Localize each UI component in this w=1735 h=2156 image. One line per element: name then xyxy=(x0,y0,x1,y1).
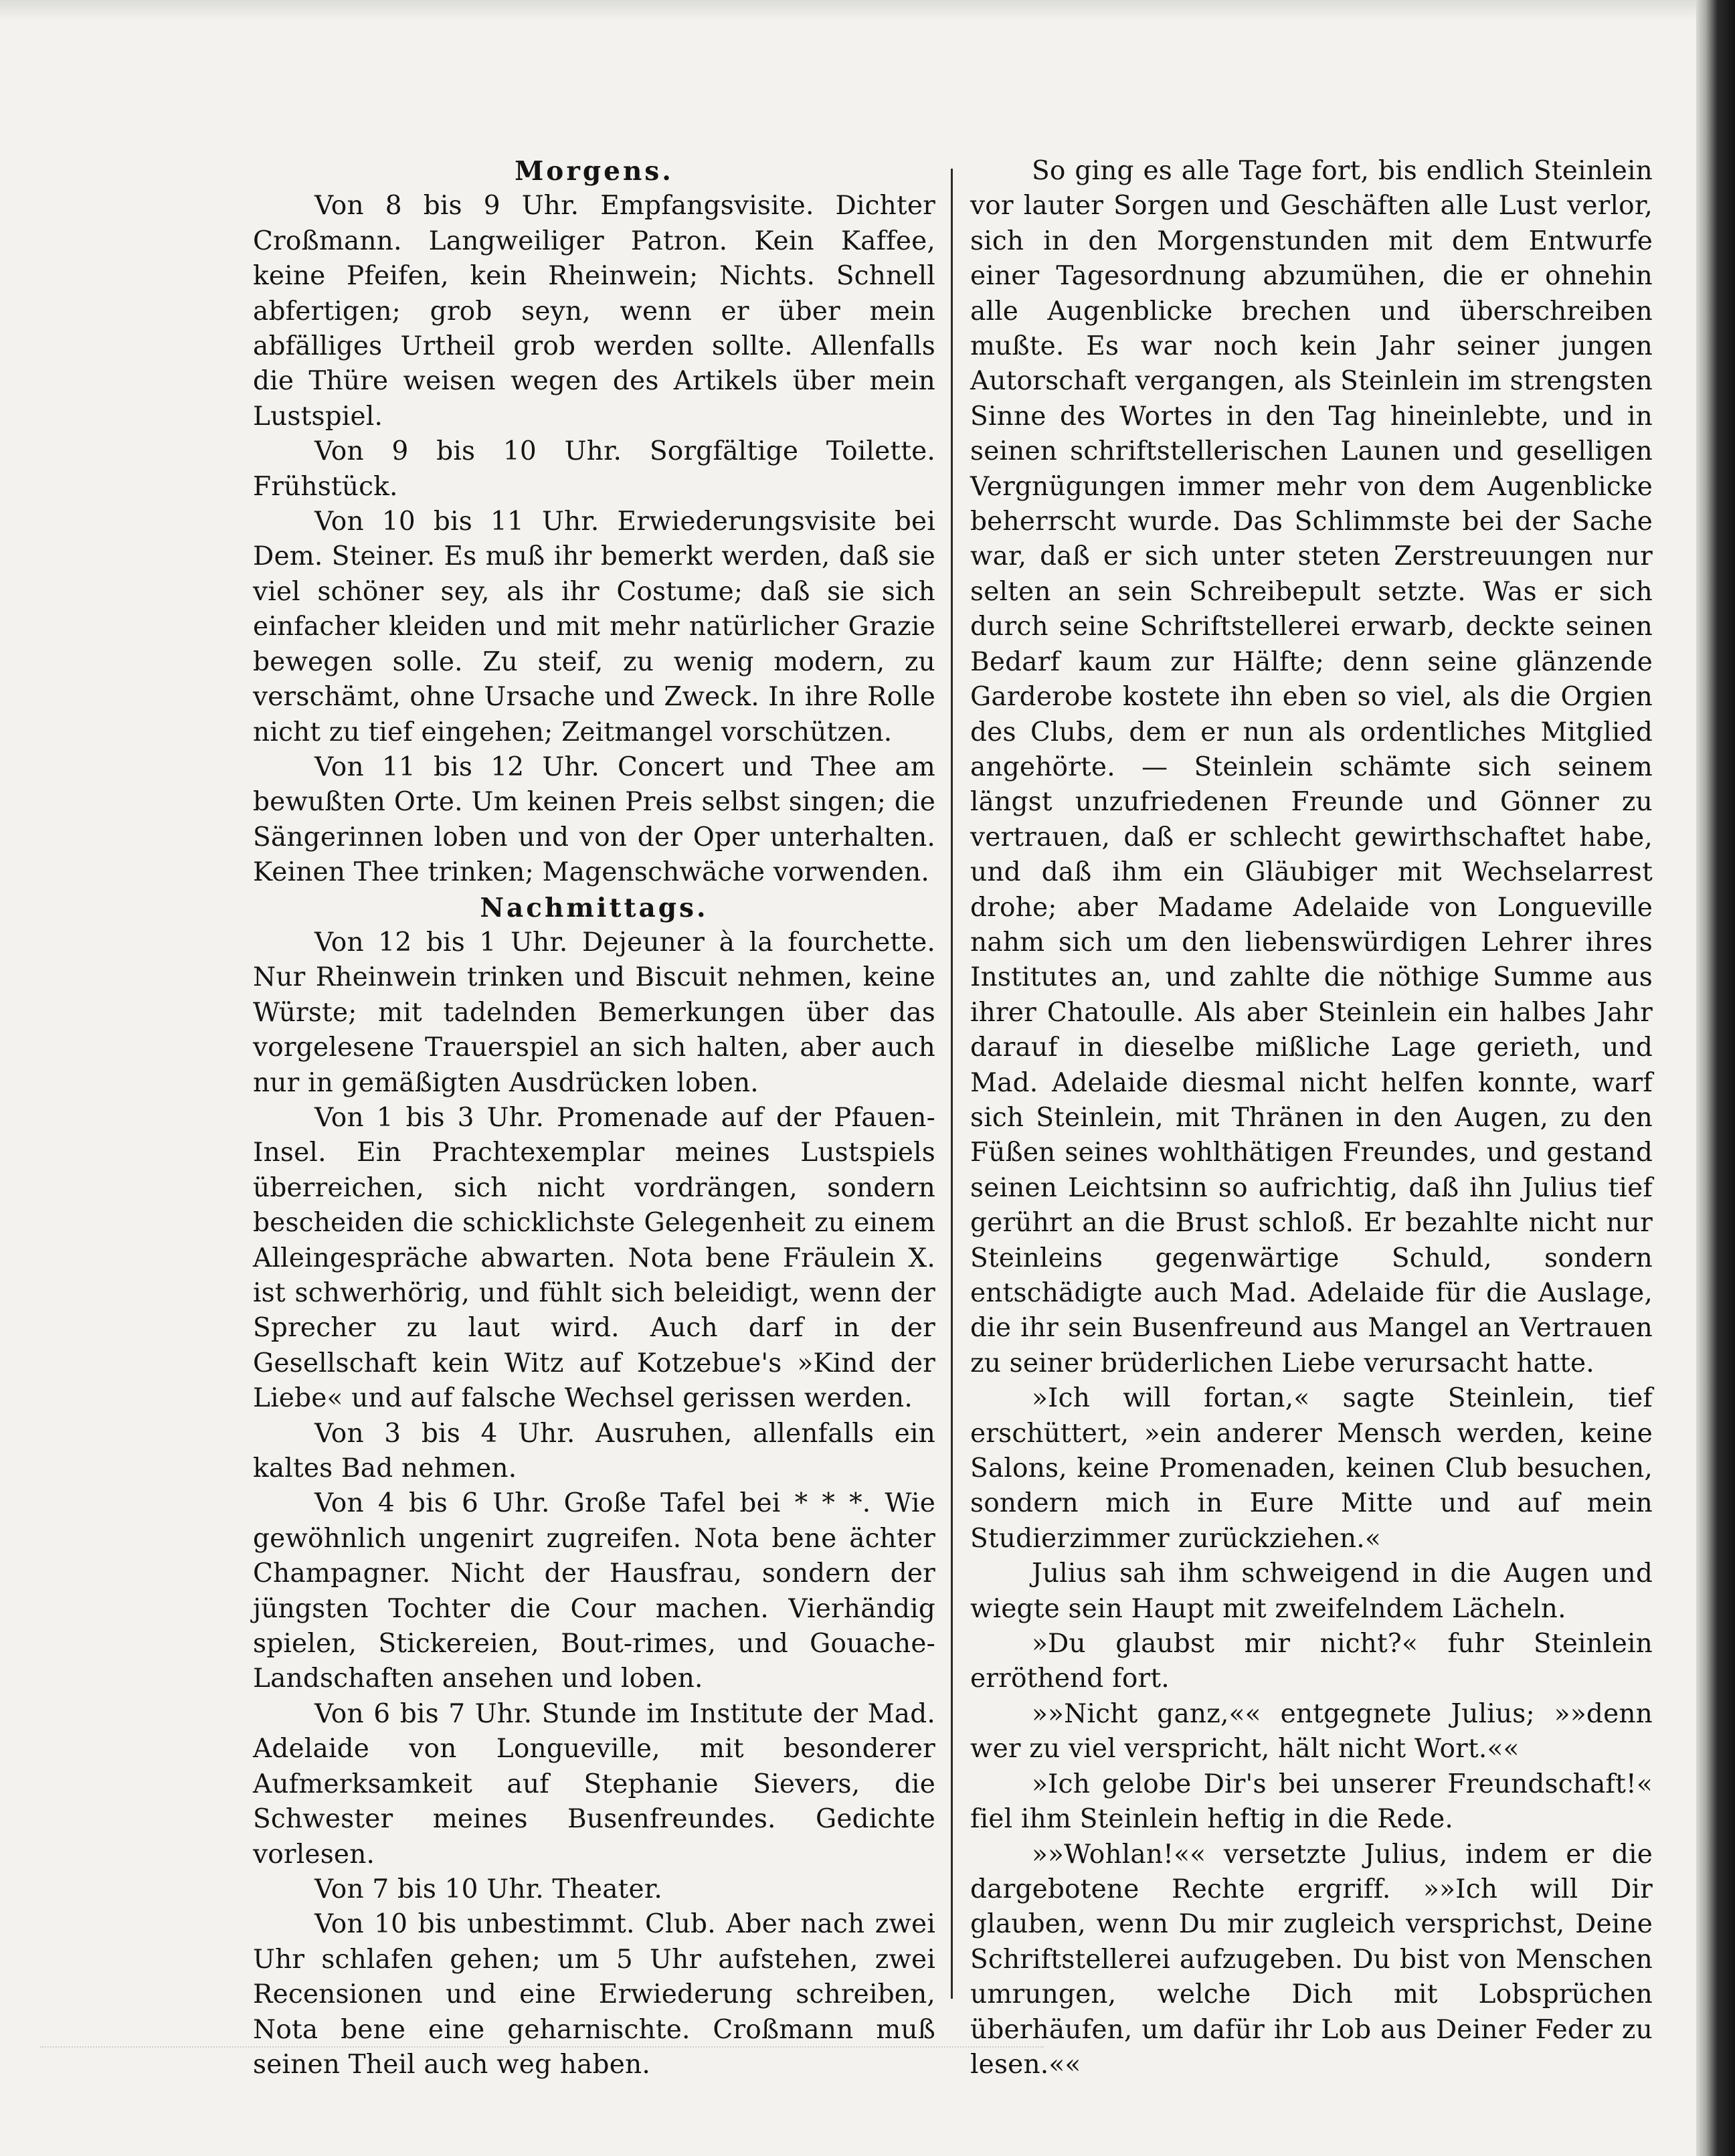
page-top-edge xyxy=(0,0,1696,20)
paragraph: Von 3 bis 4 Uhr. Ausruhen, allenfalls ein kaltes Bad nehmen. xyxy=(253,1418,935,1484)
paragraph: »Ich will fortan,« sagte Steinlein, tief erschüttert, »ein anderer Mensch werden, keine Salons, keine Promenaden, keinen Club besuchen, sondern mich in Eure Mitte und auf mein Studierzimmer zurückziehen.« xyxy=(970,1383,1653,1554)
column-divider xyxy=(951,169,953,1999)
paragraph: Julius sah ihm schweigend in die Augen und wiegte sein Haupt mit zweifelndem Lächeln. xyxy=(970,1558,1653,1624)
paragraph: Von 9 bis 10 Uhr. Sorgfältige Toilette. Frühstück. xyxy=(253,436,935,502)
paragraph: Von 11 bis 12 Uhr. Concert und Thee am bewußten Orte. Um keinen Preis selbst singen; die Sängerinnen loben und von der Oper unterhalten. Keinen Thee trinken; Magenschwäche vorwenden. xyxy=(253,751,935,888)
paragraph: »Du glaubst mir nicht?« fuhr Steinlein erröthend fort. xyxy=(970,1629,1653,1694)
paragraph: »»Nicht ganz,«« entgegnete Julius; »»denn wer zu viel verspricht, hält nicht Wort.«« xyxy=(970,1698,1653,1765)
paragraph: Von 4 bis 6 Uhr. Große Tafel bei * * *. Wie gewöhnlich ungenirt zugreifen. Nota bene ächter Champagner. Nicht der Hausfrau, sondern der jüngsten Tochter die Cour machen. Vierhändig spielen, Stickereien, Bout-rimes, und Gouache-Landschaften ansehen und loben. xyxy=(253,1488,935,1694)
heading-morning: Morgens. xyxy=(515,156,674,187)
paragraph: Von 7 bis 10 Uhr. Theater. xyxy=(314,1874,662,1904)
paragraph: Von 6 bis 7 Uhr. Stunde im Institute der Mad. Adelaide von Longueville, mit besonderer Aufmerksamkeit auf Stephanie Sievers, die Schwester meines Busenfreundes. Gedichte vorlesen. xyxy=(253,1698,935,1870)
paragraph: Von 10 bis unbestimmt. Club. Aber nach zwei Uhr schlafen gehen; um 5 Uhr aufstehen, zwei Recensionen und eine Erwiederung schreiben, Nota bene eine geharnischte. Croßmann muß seinen Theil auch weg haben. xyxy=(253,1909,935,2080)
paragraph: Von 10 bis 11 Uhr. Erwiederungsvisite bei Dem. Steiner. Es muß ihr bemerkt werden, daß sie viel schöner sey, als ihr Costume; daß sie sich einfacher kleiden und mit mehr natürlicher Grazie bewegen solle. Zu steif, zu wenig modern, zu verschämt, ohne Ursache und Zweck. In ihre Rolle nicht zu tief eingehen; Zeitmangel vorschützen. xyxy=(253,507,935,747)
paragraph: »Ich gelobe Dir's bei unserer Freundschaft!« fiel ihm Steinlein heftig in die Rede. xyxy=(970,1769,1653,1835)
left-column xyxy=(253,154,935,2082)
paragraph: So ging es alle Tage fort, bis endlich Steinlein vor lauter Sorgen und Geschäften alle Lust verlor, sich in den Morgenstunden mit dem Entwurfe einer Tagesordnung abzumühen, die er ohnehin alle Augenblicke brechen und überschreiben mußte. Es war noch kein Jahr seiner jungen Autorschaft vergangen, als Steinlein im strengsten Sinne des Wortes in den Tag hineinlebte, und in seinen schriftstellerischen Launen und geselligen Vergnügungen immer mehr von dem Augenblicke beherrscht wurde. Das Schlimmste bei der Sache war, daß er sich unter steten Zerstreuungen nur selten an sein Schreibepult setzte. Was er sich durch seine Schriftstellerei erwarb, deckte seinen Bedarf kaum zur Hälfte; denn seine glänzende Garderobe kostete ihn eben so viel, als die Orgien des Clubs, dem er nun als ordentliches Mitglied angehörte. — Steinlein schämte sich seinem längst unzufriedenen Freunde und Gönner zu vertrauen, daß er schlecht gewirthschaftet habe, und daß ihm ein Gläubiger mit Wechselarrest drohe; aber Madame Adelaide von Longueville nahm sich um den liebenswürdigen Lehrer ihres Institutes an, und zahlte die nöthige Summe aus ihrer Chatoulle. Als aber Steinlein ein halbes Jahr darauf in dieselbe mißliche Lage gerieth, und Mad. Adelaide diesmal nicht helfen konnte, warf sich Steinlein, mit Thränen in den Augen, zu den Füßen seines wohlthätigen Freundes, und gestand seinen Leichtsinn so aufrichtig, daß ihn Julius tief gerührt an die Brust schloß. Er bezahlte nicht nur Steinleins gegenwärtige Schuld, sondern entschädigte auch Mad. Adelaide für die Auslage, die ihr sein Busenfreund aus Mangel an Vertrauen zu seiner brüderlichen Liebe verursacht hatte. xyxy=(970,156,1653,1378)
paragraph: Von 1 bis 3 Uhr. Promenade auf der Pfauen-Insel. Ein Prachtexemplar meines Lustspiels überreichen, sich nicht vordrängen, sondern bescheiden die schicklichste Gelegenheit zu einem Alleingespräche abwarten. Nota bene Fräulein X. ist schwerhörig, und fühlt sich beleidigt, wenn der Sprecher zu laut wird. Auch darf in der Gesellschaft kein Witz auf Kotzebue's »Kind der Liebe« und auf falsche Wechsel gerissen werden. xyxy=(253,1102,935,1414)
scan-noise xyxy=(40,2046,1044,2056)
right-column xyxy=(970,154,1653,2082)
paragraph: Von 12 bis 1 Uhr. Dejeuner à la fourchette. Nur Rheinwein trinken und Biscuit nehmen, keine Würste; mit tadelnden Bemerkungen über das vorgelesene Trauerspiel an sich halten, aber auch nur in gemäßigten Ausdrücken loben. xyxy=(253,927,935,1098)
paragraph: »»Wohlan!«« versetzte Julius, indem er die dargebotene Rechte ergriff. »»Ich will Dir glauben, wenn Du mir zugleich versprichst, Deine Schriftstellerei aufzugeben. Du bist von Menschen umrungen, welche Dich mit Lobsprüchen überhäufen, um dafür ihr Lob aus Deiner Feder zu lesen.«« xyxy=(970,1839,1653,2080)
paragraph: Von 8 bis 9 Uhr. Empfangsvisite. Dichter Croßmann. Langweiliger Patron. Kein Kaffee, keine Pfeifen, kein Rheinwein; Nichts. Schnell abfertigen; grob seyn, wenn er über mein abfälliges Urtheil grob werden sollte. Allenfalls die Thüre weisen wegen des Artikels über mein Lustspiel. xyxy=(253,191,935,432)
heading-afternoon: Nachmittags. xyxy=(480,892,709,923)
page-binding-shadow xyxy=(1696,0,1735,2156)
